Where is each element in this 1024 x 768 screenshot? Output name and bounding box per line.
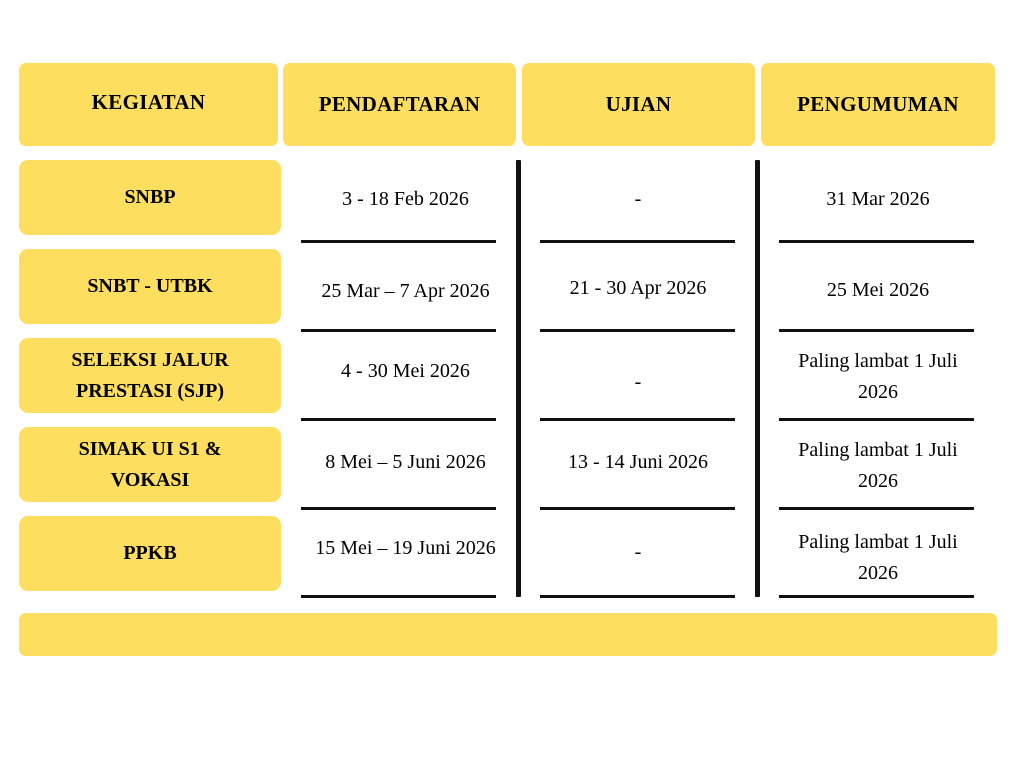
header-pendaftaran-label: PENDAFTARAN [318, 92, 481, 116]
row-divider [540, 240, 735, 243]
header-kegiatan [19, 63, 278, 146]
cell-pengumuman [776, 342, 980, 412]
cell-pendaftaran [298, 427, 513, 497]
cell-text: 4 - 30 Mei 2026 [341, 359, 470, 382]
column-divider [516, 160, 521, 597]
cell-ujian [538, 347, 738, 417]
header-ujian-label: UJIAN [605, 92, 672, 116]
cell-pengumuman [776, 431, 980, 501]
row-divider [301, 507, 496, 510]
row-label-text: SIMAK UI S1 & VOKASI [78, 437, 222, 491]
cell-pendaftaran [298, 336, 513, 406]
cell-ujian [538, 517, 738, 587]
header-ujian [522, 63, 755, 146]
cell-pendaftaran [298, 513, 513, 583]
cell-text: 25 Mei 2026 [826, 278, 930, 301]
cell-text: 25 Mar – 7 Apr 2026 [321, 279, 490, 302]
cell-ujian [538, 427, 738, 497]
cell-text: 8 Mei – 5 Juni 2026 [325, 450, 486, 473]
header-pengumuman [761, 63, 995, 146]
row-label-ppkb [19, 516, 281, 591]
cell-ujian [538, 164, 738, 234]
cell-text: 31 Mar 2026 [826, 187, 930, 210]
row-label-text: PPKB [123, 542, 177, 564]
row-label-text: SNBP [124, 186, 176, 208]
cell-text: Paling lambat 1 Juli 2026 [798, 439, 958, 492]
row-label-text: SELEKSI JALUR PRESTASI (SJP) [71, 348, 229, 402]
cell-text: 3 - 18 Feb 2026 [342, 187, 469, 210]
cell-ujian [538, 253, 738, 323]
row-divider [540, 507, 735, 510]
row-divider [301, 595, 496, 598]
cell-pendaftaran [298, 256, 513, 326]
row-label-text: SNBT - UTBK [87, 275, 213, 297]
row-divider [779, 595, 974, 598]
row-label-snbt-utbk [19, 249, 281, 324]
row-label-simak-ui [19, 427, 281, 502]
row-label-sjp [19, 338, 281, 413]
cell-pendaftaran [298, 164, 513, 234]
header-pengumuman-label: PENGUMUMAN [797, 92, 959, 116]
row-divider [779, 418, 974, 421]
cell-text: - [634, 540, 642, 563]
row-divider [779, 329, 974, 332]
column-divider [755, 160, 760, 597]
cell-text: 13 - 14 Juni 2026 [568, 450, 708, 473]
row-divider [301, 240, 496, 243]
row-divider [779, 240, 974, 243]
header-pendaftaran [283, 63, 516, 146]
cell-text: - [634, 187, 642, 210]
header-kegiatan-label: KEGIATAN [91, 90, 206, 114]
cell-text: 21 - 30 Apr 2026 [569, 276, 707, 299]
row-divider [301, 329, 496, 332]
cell-text: - [634, 370, 642, 393]
cell-text: 15 Mei – 19 Juni 2026 [315, 536, 496, 559]
cell-pengumuman [776, 523, 980, 593]
row-divider [779, 507, 974, 510]
footer-bar [19, 613, 997, 656]
cell-text: Paling lambat 1 Juli 2026 [798, 531, 958, 584]
row-divider [540, 418, 735, 421]
row-divider [301, 418, 496, 421]
row-label-snbp [19, 160, 281, 235]
row-divider [540, 329, 735, 332]
row-divider [540, 595, 735, 598]
cell-pengumuman [776, 255, 980, 325]
cell-pengumuman [776, 164, 980, 234]
cell-text: Paling lambat 1 Juli 2026 [798, 350, 958, 403]
